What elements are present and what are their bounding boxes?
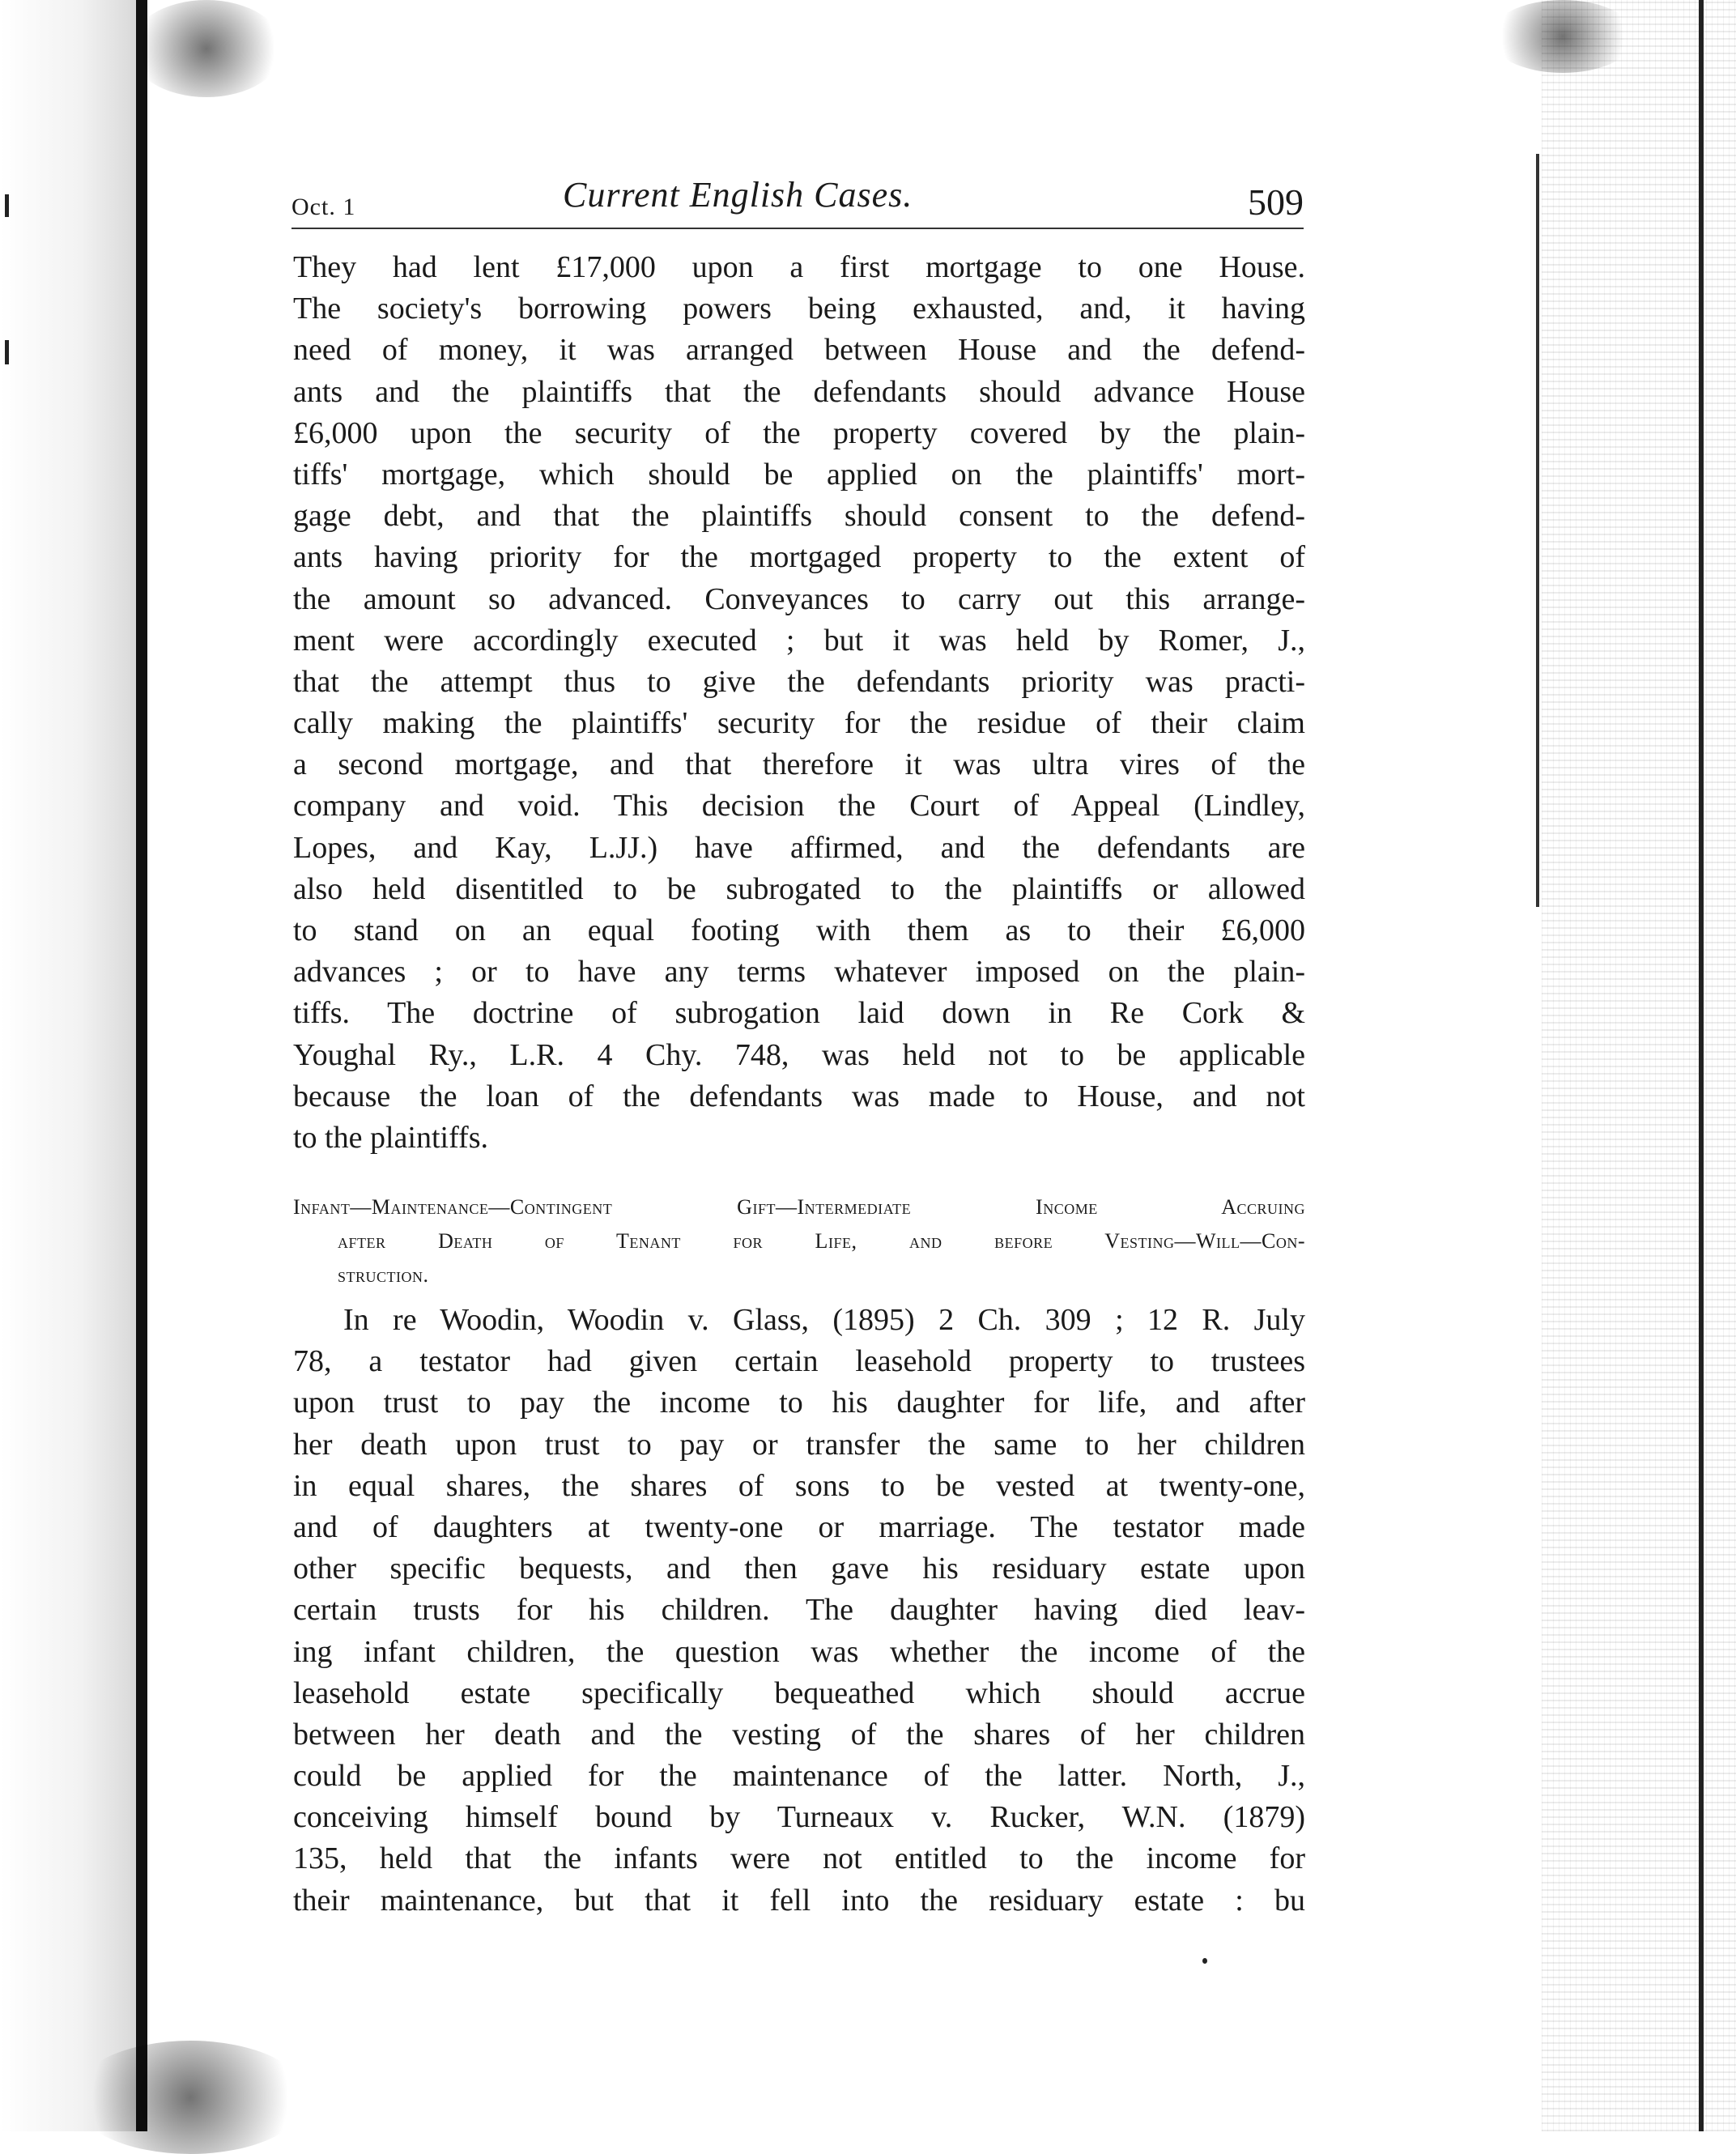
text-line: The society's borrowing powers being exhausted, and, it having <box>293 292 1305 326</box>
text-line: company and void. This decision the Court of Appeal (Lindley, <box>293 789 1305 824</box>
heading-line: Infant—Maintenance—Contingent Gift—Intermediate Income Accruing <box>293 1195 1305 1219</box>
page-number: 509 <box>1248 181 1304 223</box>
margin-mark <box>5 340 9 364</box>
heading-line: struction. <box>338 1263 429 1287</box>
text-line: gage debt, and that the plaintiffs should consent to the defend- <box>293 499 1305 534</box>
text-line: her death upon trust to pay or transfer the same to her children <box>293 1427 1305 1462</box>
text-line: ants having priority for the mortgaged property to the extent of <box>293 540 1305 575</box>
text-line: could be applied for the maintenance of the latter. North, J., <box>293 1759 1305 1794</box>
scan-smudge <box>130 0 283 97</box>
text-line: need of money, it was arranged between House and the defend- <box>293 333 1305 368</box>
scan-noise <box>1542 0 1736 2131</box>
text-line: the amount so advanced. Conveyances to carry out this arrange- <box>293 581 1305 616</box>
text-line: in equal shares, the shares of sons to be vested at twenty-one, <box>293 1468 1305 1503</box>
text-line: Youghal Ry., L.R. 4 Chy. 748, was held not to be applicable <box>293 1037 1305 1072</box>
binding-edge <box>136 0 147 2131</box>
text-line: cally making the plaintiffs' security for the residue of their claim <box>293 706 1305 741</box>
margin-rule <box>1536 154 1539 907</box>
text-line: upon trust to pay the income to his daughter for life, and after <box>293 1386 1305 1420</box>
text-line: They had lent £17,000 upon a first mortgage to one House. <box>293 250 1305 284</box>
text-line: 78, a testator had given certain leasehold property to trustees <box>293 1344 1305 1379</box>
text-line: ment were accordingly executed ; but it was held by Romer, J., <box>293 623 1305 658</box>
text-line: because the loan of the defendants was made to House, and not <box>293 1079 1305 1113</box>
text-line: tiffs. The doctrine of subrogation laid down in Re Cork & <box>293 996 1305 1031</box>
text-line: 135, held that the infants were not entitled to the income for <box>293 1841 1305 1876</box>
binding-shadow <box>0 0 136 2131</box>
text-line: certain trusts for his children. The daughter having died leav- <box>293 1593 1305 1628</box>
ink-dot <box>1202 1958 1207 1964</box>
running-head <box>291 174 1304 231</box>
header-rule <box>291 228 1304 229</box>
text-line: In re Woodin, Woodin v. Glass, (1895) 2 Ch. 309 ; 12 R. July <box>343 1303 1305 1337</box>
text-line: advances ; or to have any terms whatever imposed on the plain- <box>293 955 1305 990</box>
paragraph-in-re-woodin <box>293 1300 1305 1922</box>
text-line: ants and the plaintiffs that the defendants should advance House <box>293 374 1305 409</box>
paragraph-continued-case <box>293 247 1305 1159</box>
text-line: Lopes, and Kay, L.JJ.) have affirmed, and the defendants are <box>293 830 1305 865</box>
margin-mark <box>5 194 9 217</box>
running-head-date: Oct. 1 <box>291 194 356 220</box>
text-line: between her death and the vesting of the shares of her children <box>293 1717 1305 1752</box>
text-line: also held disentitled to be subrogated to the plaintiffs or allowed <box>293 871 1305 906</box>
scan-smudge <box>73 2041 308 2154</box>
text-line: conceiving himself bound by Turneaux v. Rucker, W.N. (1879) <box>293 1800 1305 1835</box>
page-edge <box>1699 0 1704 2131</box>
text-line: their maintenance, but that it fell into the residuary estate : bu <box>293 1883 1305 1918</box>
heading-line: after Death of Tenant for Life, and before Vesting—Will—Con- <box>338 1229 1305 1253</box>
text-line: other specific bequests, and then gave his residuary estate upon <box>293 1552 1305 1586</box>
text-line: a second mortgage, and that therefore it was ultra vires of the <box>293 747 1305 782</box>
text-line: that the attempt thus to give the defendants priority was practi- <box>293 664 1305 699</box>
text-line: ing infant children, the question was whether the income of the <box>293 1634 1305 1669</box>
text-line: to the plaintiffs. <box>293 1120 488 1155</box>
text-line: £6,000 upon the security of the property covered by the plain- <box>293 415 1305 450</box>
case-heading <box>293 1190 1305 1292</box>
text-line: leasehold estate specifically bequeathed which should accrue <box>293 1675 1305 1710</box>
scan-smudge <box>1490 0 1636 73</box>
text-line: to stand on an equal footing with them as to their £6,000 <box>293 913 1305 947</box>
running-head-title: Current English Cases. <box>563 175 913 215</box>
text-line: tiffs' mortgage, which should be applied on the plaintiffs' mort- <box>293 457 1305 492</box>
text-line: and of daughters at twenty-one or marriage. The testator made <box>293 1509 1305 1544</box>
